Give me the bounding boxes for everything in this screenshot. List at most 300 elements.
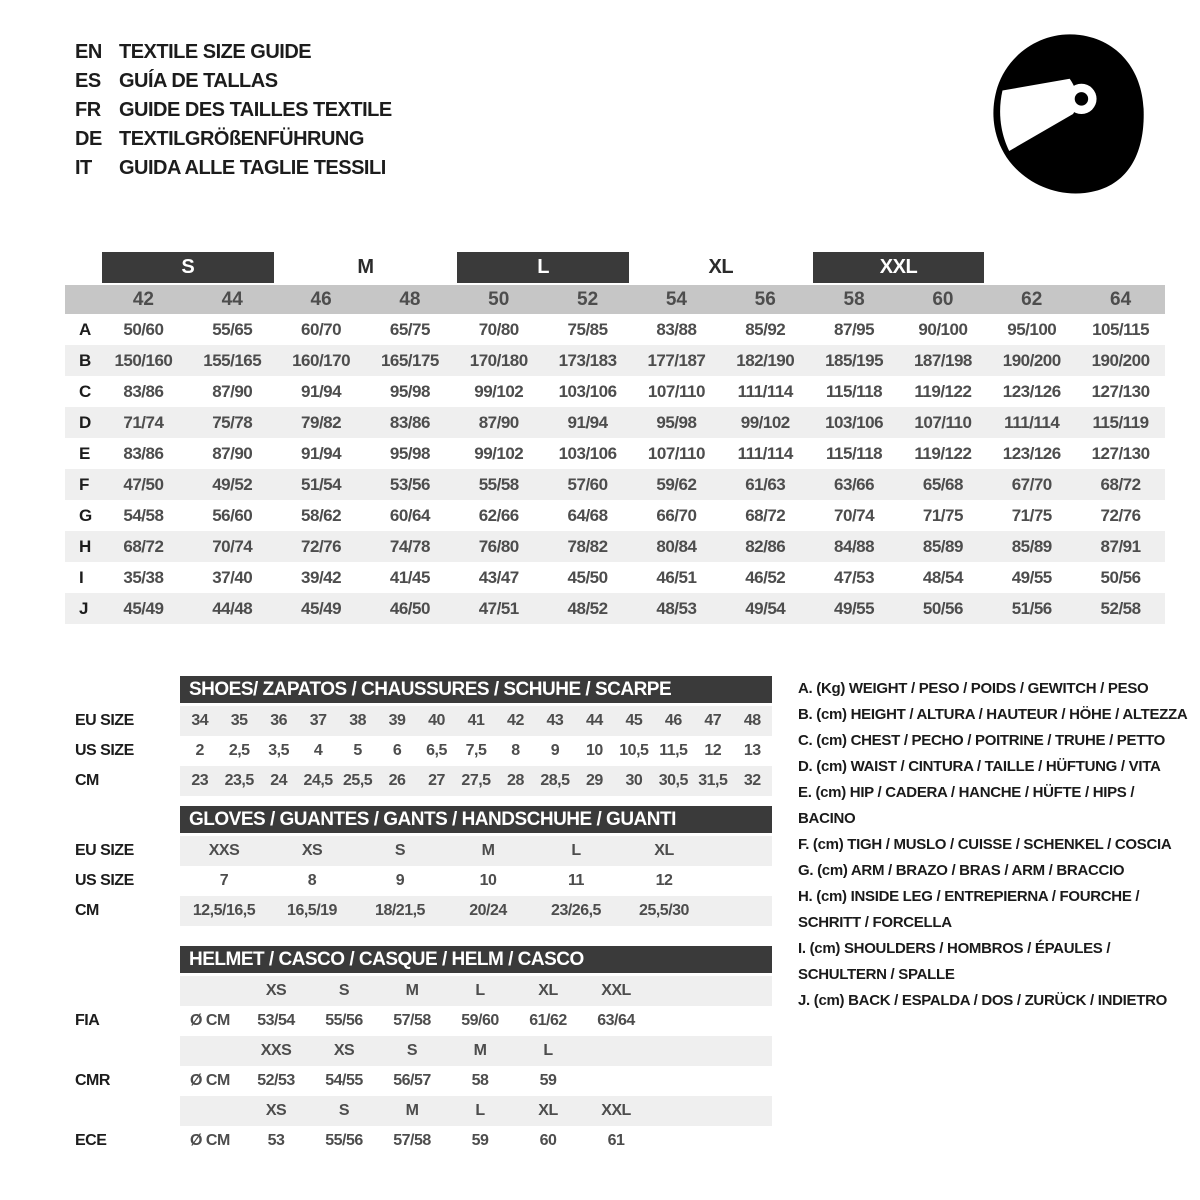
measure-value: 182/190 <box>736 350 795 370</box>
size-value: 7 <box>219 872 229 889</box>
measure-row-label: C <box>79 381 92 401</box>
helmet-size-label: M <box>473 1042 487 1059</box>
size-value: 28,5 <box>540 772 570 789</box>
measure-value: 103/106 <box>558 443 617 463</box>
measure-value: 95/98 <box>389 443 430 463</box>
measure-row-label: E <box>79 443 91 463</box>
measure-value: 46/51 <box>656 567 697 587</box>
measure-value: 111/114 <box>1004 412 1060 432</box>
measure-value: 177/187 <box>647 350 706 370</box>
legend-key: F. (cm) <box>798 836 848 853</box>
gloves-rows <box>65 836 772 926</box>
helmet-size-label: S <box>338 1102 350 1119</box>
helmet-size-value: 60 <box>539 1132 557 1149</box>
measure-value: 111/114 <box>737 381 793 401</box>
measure-value: 155/165 <box>203 350 262 370</box>
size-value: 12 <box>655 872 673 889</box>
band-spacer <box>987 252 1076 283</box>
measure-value: 47/53 <box>834 567 875 587</box>
textile-table-body <box>65 314 1165 624</box>
helmet-size-header-row-ece <box>65 1096 772 1126</box>
measure-value: 67/70 <box>1011 474 1052 494</box>
measure-value: 58/62 <box>301 505 342 525</box>
helmet-size-values <box>180 1006 772 1036</box>
measure-value: 35/38 <box>123 567 164 587</box>
size-group-m: M <box>357 256 374 278</box>
helmet-size-value: 56/57 <box>393 1072 431 1089</box>
helmet-value-row-fia <box>65 1006 772 1036</box>
shoes-size-table <box>65 676 772 796</box>
helmet-size-value: 61/62 <box>529 1012 567 1029</box>
measure-value: 91/94 <box>567 412 608 432</box>
row-values <box>180 736 772 766</box>
size-group-xxl: XXL <box>813 252 985 283</box>
helmet-size-value: 52/53 <box>257 1072 295 1089</box>
helmet-size-value: 57/58 <box>393 1132 431 1149</box>
measure-value: 190/200 <box>1002 350 1061 370</box>
row-label-spacer <box>65 1036 180 1066</box>
measure-value: 70/74 <box>834 505 875 525</box>
helmet-size-value: 53/54 <box>257 1012 295 1029</box>
legend-item <box>798 832 1188 858</box>
size-value: 9 <box>395 872 405 889</box>
measure-value: 83/86 <box>123 443 164 463</box>
legend-item <box>798 936 1188 988</box>
size-value: 6 <box>392 742 402 759</box>
legend-item <box>798 858 1188 884</box>
measure-value: 46/50 <box>389 598 430 618</box>
helmet-size-label: XXS <box>260 1042 292 1059</box>
legend-key: B. (cm) <box>798 706 851 723</box>
size-value: 8 <box>307 872 317 889</box>
size-value: 25,5 <box>343 772 373 789</box>
size-value: 47 <box>704 712 722 729</box>
helmet-rows <box>65 976 772 1156</box>
size-value: 7,5 <box>465 742 487 759</box>
language-code: EN <box>75 41 102 63</box>
row-label: US SIZE <box>75 742 134 759</box>
size-value: 27 <box>428 772 445 789</box>
size-value: S <box>394 842 406 859</box>
measure-value: 84/88 <box>834 536 875 556</box>
size-value: 18/21,5 <box>375 902 425 919</box>
size-value: 16,5/19 <box>287 902 337 919</box>
helmet-size-value: 53 <box>267 1132 285 1149</box>
measure-value: 55/65 <box>212 319 253 339</box>
size-value: 23 <box>191 772 209 789</box>
measure-value: 64/68 <box>567 505 608 525</box>
diameter-unit: Ø CM <box>190 1072 230 1089</box>
shoes-rows <box>65 706 772 796</box>
measure-value: 87/95 <box>834 319 875 339</box>
row-label: EU SIZE <box>75 842 134 859</box>
measure-row-label: J <box>79 598 89 618</box>
helmet-size-value: 59 <box>471 1132 489 1149</box>
measure-value: 85/89 <box>1011 536 1052 556</box>
legend-text: WAIST / CINTURA / TAILLE / HÜFTUNG / VITA <box>850 758 1161 775</box>
measure-value: 57/60 <box>567 474 608 494</box>
row-label: EU SIZE <box>75 712 134 729</box>
size-value: XL <box>654 842 674 859</box>
size-value: 38 <box>349 712 366 729</box>
size-column-header: 64 <box>1110 288 1132 310</box>
corner-cell <box>65 252 99 283</box>
measure-value: 90/100 <box>918 319 968 339</box>
helmet-size-header-row-fia <box>65 976 772 1006</box>
legend-item <box>798 884 1188 936</box>
legend-key: A. (Kg) <box>798 680 849 697</box>
row-label: CM <box>75 772 99 789</box>
measure-row-a <box>65 314 1165 345</box>
language-row <box>75 67 392 96</box>
language-row <box>75 96 392 125</box>
measure-value: 71/74 <box>123 412 164 432</box>
size-value: 4 <box>313 742 323 759</box>
measure-value: 49/52 <box>212 474 253 494</box>
measure-value: 95/98 <box>389 381 430 401</box>
measure-value: 51/54 <box>301 474 342 494</box>
language-code: ES <box>75 70 101 92</box>
standard-label: FIA <box>75 1012 100 1029</box>
size-value: 12,5/16,5 <box>192 902 256 919</box>
measure-value: 99/102 <box>474 381 524 401</box>
size-value: 10 <box>479 872 497 889</box>
size-value: 3,5 <box>268 742 290 759</box>
helmet-size-values <box>180 1126 772 1156</box>
measure-value: 95/98 <box>656 412 697 432</box>
helmet-size-label: XL <box>538 982 558 999</box>
measurement-legend <box>798 676 1188 1014</box>
measure-value: 87/90 <box>478 412 519 432</box>
measure-value: 83/86 <box>389 412 430 432</box>
measure-value: 83/88 <box>656 319 697 339</box>
size-column-header: 50 <box>488 288 510 310</box>
size-value: 39 <box>388 712 406 729</box>
standard-label: ECE <box>75 1132 107 1149</box>
size-value: 6,5 <box>426 742 447 759</box>
language-title: TEXTILGRÖßENFÜHRUNG <box>119 128 364 150</box>
diameter-unit: Ø CM <box>190 1132 230 1149</box>
measure-value: 107/110 <box>914 412 972 432</box>
measure-value: 71/75 <box>1011 505 1052 525</box>
row-values <box>180 896 772 926</box>
size-row-cm <box>65 766 772 796</box>
helmet-size-label: L <box>475 982 485 999</box>
language-title-list <box>75 38 392 183</box>
size-value: 41 <box>467 712 485 729</box>
measure-row-j <box>65 593 1165 624</box>
measure-row-d <box>65 407 1165 438</box>
measure-value: 170/180 <box>469 350 528 370</box>
legend-item <box>798 728 1188 754</box>
language-code: DE <box>75 128 102 150</box>
measure-value: 56/60 <box>212 505 253 525</box>
measure-value: 80/84 <box>656 536 697 556</box>
measure-value: 68/72 <box>1100 474 1141 494</box>
measure-value: 63/66 <box>834 474 875 494</box>
measure-value: 75/85 <box>567 319 608 339</box>
measure-value: 160/170 <box>292 350 351 370</box>
legend-item <box>798 676 1188 702</box>
measure-row-label: B <box>79 350 92 370</box>
language-title: TEXTILE SIZE GUIDE <box>119 41 312 63</box>
size-value: 34 <box>191 712 209 729</box>
measure-value: 45/50 <box>567 567 608 587</box>
size-value: 27,5 <box>461 772 491 789</box>
size-row-eu-size <box>65 836 772 866</box>
size-column-header: 42 <box>132 288 154 310</box>
size-value: 26 <box>388 772 406 789</box>
helmet-size-value: 59/60 <box>461 1012 499 1029</box>
size-row-us-size <box>65 866 772 896</box>
measure-value: 46/52 <box>745 567 786 587</box>
size-column-header: 46 <box>310 288 332 310</box>
helmet-size-label: XXL <box>601 982 631 999</box>
size-column-header: 52 <box>577 288 599 310</box>
size-value: 25,5/30 <box>639 902 689 919</box>
measure-value: 103/106 <box>825 412 884 432</box>
textile-size-table <box>65 252 1165 624</box>
legend-item <box>798 702 1188 728</box>
helmet-size-label: M <box>405 982 419 999</box>
size-value: 2,5 <box>228 742 250 759</box>
measure-value: 53/56 <box>389 474 430 494</box>
measure-value: 83/86 <box>123 381 164 401</box>
helmet-size-value: 58 <box>471 1072 489 1089</box>
size-value: 32 <box>743 772 761 789</box>
row-label-spacer <box>65 976 180 1006</box>
gloves-table-title: GLOVES / GUANTES / GANTS / HANDSCHUHE / GUANTI <box>180 806 772 833</box>
size-value: 43 <box>546 712 564 729</box>
size-value: 12 <box>704 742 722 759</box>
size-value: XS <box>301 842 323 859</box>
size-value: 13 <box>743 742 761 759</box>
helmet-table-title: HELMET / CASCO / CASQUE / HELM / CASCO <box>180 946 772 973</box>
measure-value: 48/52 <box>567 598 608 618</box>
size-column-header: 54 <box>665 288 687 310</box>
measure-value: 99/102 <box>474 443 524 463</box>
measure-value: 78/82 <box>567 536 608 556</box>
language-code: FR <box>75 99 101 121</box>
row-values <box>180 866 772 896</box>
measure-value: 99/102 <box>740 412 790 432</box>
measure-value: 105/115 <box>1092 319 1150 339</box>
helmet-size-labels <box>180 976 772 1006</box>
size-value: 42 <box>507 712 524 729</box>
racing-helmet-icon <box>984 30 1152 198</box>
size-value: 23,5 <box>224 772 254 789</box>
helmet-size-value: 55/56 <box>325 1132 363 1149</box>
size-value: 24 <box>270 772 288 789</box>
size-value: 2 <box>195 742 204 759</box>
helmet-size-value: 55/56 <box>325 1012 363 1029</box>
measure-value: 187/198 <box>913 350 972 370</box>
measure-value: 59/62 <box>656 474 697 494</box>
row-label-spacer <box>65 1096 180 1126</box>
measure-value: 60/70 <box>301 319 342 339</box>
legend-item <box>798 754 1188 780</box>
legend-key: G. (cm) <box>798 862 851 879</box>
measure-value: 115/118 <box>826 381 883 401</box>
helmet-size-value: 63/64 <box>597 1012 635 1029</box>
helmet-size-label: S <box>406 1042 418 1059</box>
measure-row-h <box>65 531 1165 562</box>
measure-value: 107/110 <box>647 443 705 463</box>
size-group-xl: XL <box>708 256 734 278</box>
language-title: GUÍA DE TALLAS <box>119 70 278 92</box>
measure-value: 66/70 <box>656 505 697 525</box>
legend-text: INSIDE LEG / ENTREPIERNA / FOURCHE / SCHRITT / FORCELLA <box>798 888 1140 931</box>
size-value: 35 <box>230 712 248 729</box>
size-value: 8 <box>511 742 520 759</box>
measure-value: 51/56 <box>1011 598 1052 618</box>
size-row-cm <box>65 896 772 926</box>
measure-value: 91/94 <box>301 381 342 401</box>
measure-value: 65/75 <box>389 319 430 339</box>
legend-text: HEIGHT / ALTURA / HAUTEUR / HÖHE / ALTEZZA <box>850 706 1188 723</box>
size-column-header: 48 <box>399 288 421 310</box>
size-value: 44 <box>585 712 603 729</box>
row-values <box>180 766 772 796</box>
measure-value: 87/91 <box>1100 536 1141 556</box>
row-values <box>180 836 772 866</box>
measure-value: 150/160 <box>114 350 173 370</box>
shoes-table-title: SHOES/ ZAPATOS / CHAUSSURES / SCHUHE / SCARPE <box>180 676 772 703</box>
helmet-size-labels <box>180 1036 772 1066</box>
gloves-size-table <box>65 806 772 926</box>
measure-row-label: I <box>79 567 84 587</box>
measure-value: 39/42 <box>301 567 342 587</box>
measure-value: 74/78 <box>389 536 430 556</box>
measure-value: 85/89 <box>922 536 963 556</box>
measure-value: 37/40 <box>212 567 253 587</box>
measure-value: 72/76 <box>301 536 342 556</box>
measure-value: 50/56 <box>1100 567 1141 587</box>
diameter-unit: Ø CM <box>190 1012 230 1029</box>
measure-value: 87/90 <box>212 381 253 401</box>
helmet-size-label: S <box>338 982 350 999</box>
size-column-header: 56 <box>754 288 776 310</box>
size-group-s: S <box>102 252 274 283</box>
size-value: 11,5 <box>659 742 688 759</box>
helmet-size-table <box>65 946 772 1156</box>
helmet-size-label: L <box>543 1042 553 1059</box>
measure-value: 54/58 <box>123 505 164 525</box>
measure-value: 52/58 <box>1100 598 1141 618</box>
measure-value: 111/114 <box>737 443 793 463</box>
language-code: IT <box>75 157 92 179</box>
language-row <box>75 154 392 183</box>
measure-value: 49/55 <box>1011 567 1052 587</box>
size-value: 40 <box>428 712 445 729</box>
legend-text: CHEST / PECHO / POITRINE / TRUHE / PETTO <box>850 732 1166 749</box>
size-column-header: 62 <box>1021 288 1043 310</box>
legend-item <box>798 780 1188 832</box>
measure-value: 75/78 <box>212 412 253 432</box>
legend-key: H. (cm) <box>798 888 851 905</box>
helmet-value-row-ece <box>65 1126 772 1156</box>
measure-value: 185/195 <box>825 350 884 370</box>
measure-value: 70/74 <box>212 536 253 556</box>
measure-value: 47/50 <box>123 474 164 494</box>
size-column-header: 60 <box>932 288 954 310</box>
measure-value: 48/54 <box>922 567 963 587</box>
helmet-size-label: XS <box>265 982 287 999</box>
size-value: 45 <box>625 712 643 729</box>
helmet-size-label: XXL <box>601 1102 631 1119</box>
size-value: 9 <box>550 742 560 759</box>
language-title: GUIDA ALLE TAGLIE TESSILI <box>119 157 386 179</box>
size-value: 29 <box>585 772 603 789</box>
measure-row-b <box>65 345 1165 376</box>
measure-value: 79/82 <box>301 412 342 432</box>
measure-row-label: G <box>79 505 93 525</box>
measure-value: 49/55 <box>834 598 875 618</box>
size-value: 5 <box>353 742 362 759</box>
helmet-size-value: 57/58 <box>393 1012 431 1029</box>
legend-text: BACK / ESPALDA / DOS / ZURÜCK / INDIETRO <box>848 992 1167 1009</box>
row-label: US SIZE <box>75 872 134 889</box>
measure-row-e <box>65 438 1165 469</box>
measure-value: 127/130 <box>1091 443 1150 463</box>
size-value: M <box>481 842 495 859</box>
size-column-header: 44 <box>221 288 243 310</box>
measure-value: 45/49 <box>123 598 164 618</box>
measure-value: 119/122 <box>914 443 972 463</box>
corner-cell <box>65 285 99 314</box>
measure-value: 44/48 <box>212 598 253 618</box>
measure-value: 45/49 <box>301 598 342 618</box>
language-title: GUIDE DES TAILLES TEXTILE <box>119 99 392 121</box>
size-value: 30 <box>625 772 643 789</box>
legend-text: WEIGHT / PESO / POIDS / GEWITCH / PESO <box>848 680 1149 697</box>
measure-value: 82/86 <box>745 536 786 556</box>
measure-row-c <box>65 376 1165 407</box>
measure-value: 127/130 <box>1091 381 1150 401</box>
legend-key: I. (cm) <box>798 940 844 957</box>
measure-row-label: D <box>79 412 92 432</box>
measure-value: 49/54 <box>745 598 786 618</box>
helmet-size-label: XS <box>333 1042 355 1059</box>
measure-row-g <box>65 500 1165 531</box>
size-value: XXS <box>208 842 240 859</box>
legend-item <box>798 988 1188 1014</box>
size-value: 24,5 <box>303 772 333 789</box>
standard-label: CMR <box>75 1072 110 1089</box>
helmet-size-label: XL <box>538 1102 558 1119</box>
measure-row-i <box>65 562 1165 593</box>
measure-value: 107/110 <box>647 381 705 401</box>
size-number-band <box>65 285 1165 314</box>
measure-value: 70/80 <box>478 319 519 339</box>
measure-value: 62/66 <box>478 505 519 525</box>
language-row <box>75 38 392 67</box>
size-value: 20/24 <box>469 902 507 919</box>
measure-value: 119/122 <box>914 381 972 401</box>
measure-value: 91/94 <box>301 443 342 463</box>
size-value: 46 <box>664 712 682 729</box>
measure-row-label: H <box>79 536 92 556</box>
measure-value: 76/80 <box>478 536 519 556</box>
measure-value: 47/51 <box>478 598 519 618</box>
size-row-eu-size <box>65 706 772 736</box>
legend-key: C. (cm) <box>798 732 851 749</box>
measure-value: 41/45 <box>389 567 430 587</box>
measure-value: 48/53 <box>656 598 697 618</box>
helmet-size-labels <box>180 1096 772 1126</box>
helmet-size-value: 61 <box>607 1132 625 1149</box>
measure-value: 71/75 <box>922 505 963 525</box>
